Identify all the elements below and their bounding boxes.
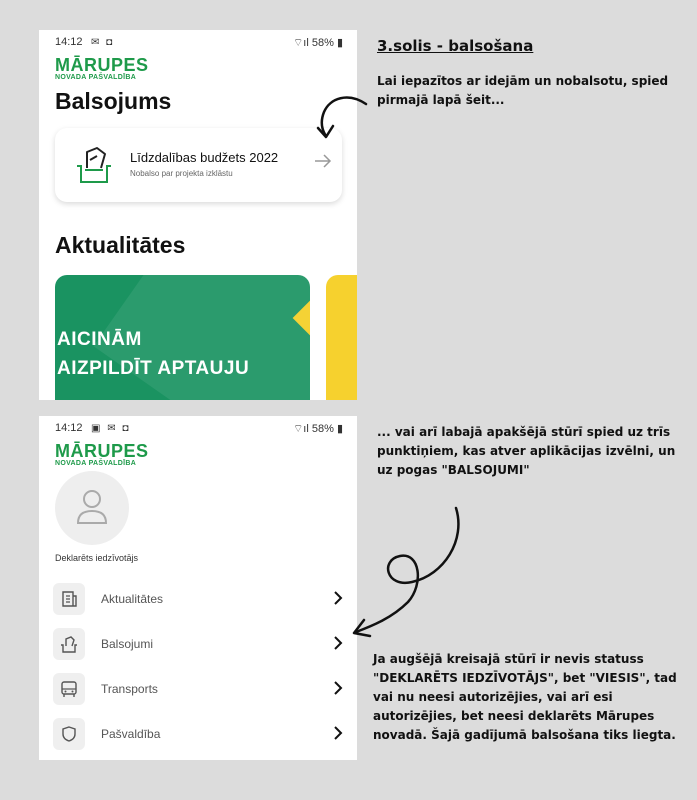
ballot-box-icon	[60, 635, 78, 653]
instruction-note-2: ... vai arī labajā apakšējā stūrī spied uz trīs punktiņiem, kas atver aplikācijas izvēlni, un uz pogas "BALSOJUMI"	[377, 425, 676, 477]
section-title-news: Aktualitātes	[55, 232, 186, 258]
user-status-label: Deklarēts iedzīvotājs	[55, 553, 139, 563]
step-heading: 3.solis - balsošana	[377, 37, 534, 55]
status-time: 14:12	[55, 36, 83, 48]
menu-item-label: Pašvaldība	[101, 727, 161, 741]
menu-item-label: Balsojumi	[101, 637, 154, 651]
news-card-next[interactable]	[326, 275, 357, 400]
app-menu	[53, 576, 347, 756]
status-bar	[55, 36, 343, 50]
menu-item-municipality[interactable]	[53, 711, 347, 756]
page-title: Balsojums	[55, 88, 172, 114]
ballot-box-icon	[73, 144, 115, 186]
user-icon	[76, 489, 108, 525]
instruction-note-1: Lai iepazītos ar idejām un nobalsotu, spied pirmajā lapā šeit...	[377, 74, 669, 107]
arrow-to-votes-menu	[356, 508, 458, 632]
status-right	[293, 422, 343, 436]
vote-card-subtitle: Nobalso par projekta izklāstu	[130, 169, 233, 178]
instruction-note-3: Ja augšējā kreisajā stūrī ir nevis statuss "DEKLARĒTS IEDZĪVOTĀJS", bet "VIESIS", tad vai nu neesi autorizējies, vai arī esi autorizējies, bet neesi deklarēts Mārupes novadā. Šajā gadījumā balsošana tiks liegta.	[373, 652, 677, 742]
news-icon-box	[53, 583, 85, 615]
notification-icons: ✉ ◘	[91, 37, 115, 48]
signal-icon: ⌔ıl	[292, 37, 312, 49]
battery-level: 58%	[311, 423, 334, 435]
menu-item-votes[interactable]	[53, 621, 347, 666]
logo-line1: MĀRUPES	[55, 55, 149, 75]
battery-icon: ▮	[333, 423, 343, 435]
battery-level: 58%	[311, 37, 334, 49]
vote-card-budget[interactable]	[55, 128, 342, 202]
menu-item-label: Transports	[101, 682, 158, 696]
chevron-right-icon	[333, 726, 343, 740]
phone-screenshot-home	[39, 30, 357, 400]
vote-card-title: Līdzdalības budžets 2022	[130, 150, 279, 165]
status-right	[293, 36, 343, 50]
bus-icon-box	[53, 673, 85, 705]
shield-icon-box	[53, 718, 85, 750]
battery-icon: ▮	[333, 37, 343, 49]
status-time: 14:12	[55, 422, 83, 434]
notification-icons: ▣ ✉ ◘	[91, 423, 131, 434]
ballot-icon-box	[53, 628, 85, 660]
logo-line2: NOVADA PAŠVALDĪBA	[55, 74, 137, 81]
marupes-logo	[55, 56, 149, 82]
menu-item-transport[interactable]	[53, 666, 347, 711]
arrow-right-icon	[314, 154, 332, 168]
avatar[interactable]	[55, 471, 129, 545]
phone-screenshot-menu	[39, 416, 357, 760]
logo-line2: NOVADA PAŠVALDĪBA	[55, 460, 137, 467]
menu-item-news[interactable]	[53, 576, 347, 621]
status-bar	[55, 422, 343, 436]
chevron-right-icon	[333, 591, 343, 605]
logo-line1: MĀRUPES	[55, 441, 149, 461]
bus-icon	[60, 680, 78, 698]
news-icon	[60, 590, 78, 608]
news-card-line2: AIZPILDĪT APTAUJU	[57, 358, 250, 379]
shield-icon	[60, 725, 78, 743]
signal-icon: ⌔ıl	[292, 423, 312, 435]
chevron-right-icon	[333, 636, 343, 650]
menu-item-label: Aktualitātes	[101, 592, 164, 606]
marupes-logo	[55, 442, 149, 468]
chevron-right-icon	[333, 681, 343, 695]
news-card-survey[interactable]	[55, 275, 310, 400]
news-card-line1: AICINĀM	[57, 329, 142, 350]
